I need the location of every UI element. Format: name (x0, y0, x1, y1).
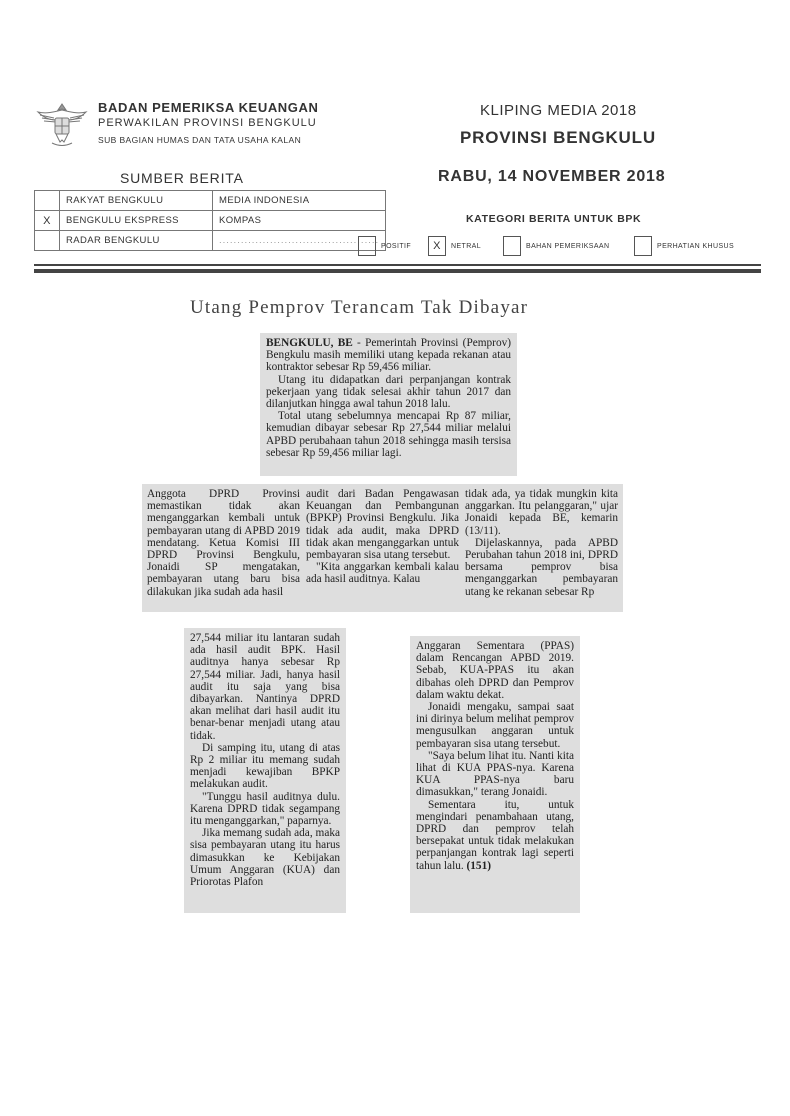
org-line-2: PERWAKILAN PROVINSI BENGKULU (98, 117, 317, 129)
article-column-continued-right (410, 636, 580, 913)
paragraph: Utang itu didapatkan dari perpanjangan kontrak pekerjaan yang tidak selesai akhir tahun 2017 dan dilanjutkan hingga awal tahun 2018 lalu. (266, 373, 511, 411)
sources-table (34, 190, 386, 251)
org-line-3: SUB BAGIAN HUMAS DAN TATA USAHA KALAN (98, 135, 302, 145)
paragraph: audit dari Badan Pengawasan Keuangan dan Pembangunan (BPKP) Provinsi Bengkulu. Jika tidak ada audit, maka DPRD tidak akan menganggarkan untuk pembayaran sisa utang tersebut. (306, 488, 459, 562)
sources-title: SUMBER BERITA (120, 170, 244, 186)
paragraph: Anggaran Sementara (PPAS) dalam Rencangan APBD 2019. Sebab, KUA-PPAS itu akan dibahas oleh DPRD dan Pemprov dalam waktu dekat. (416, 640, 574, 701)
source-row (35, 191, 386, 211)
source-row (35, 211, 386, 231)
paragraph: Jonaidi mengaku, sampai saat ini dirinya belum melihat pemprov mengusulkan anggaran untuk pembayaran sisa utang tersebut. (416, 701, 574, 750)
paragraph: Anggota DPRD Provinsi memastikan tidak akan menganggarkan kembali untuk pembayaran utang di APBD 2019 mendatang. Ketua Komisi III DPRD Provinsi Bengkulu, Jonaidi SP mengatakan, pembayaran utang baru bisa dilakukan jika sudah ada hasil (147, 488, 300, 598)
paragraph: Jika memang sudah ada, maka sisa pembayaran utang itu harus dimasukkan ke Kebijakan Umum Anggaran (KUA) dan Priorotas Plafon (190, 827, 340, 889)
article-column-continued-left (184, 628, 346, 913)
category-label: BAHAN PEMERIKSAAN (526, 242, 610, 250)
paragraph-text: Sementara itu, untuk mengindari penambahaan utang, DPRD dan pemprov telah bersepakat untuk tidak melakukan perpanjangan kontrak lagi seperti tahun lalu. (416, 798, 574, 872)
paragraph: Di samping itu, utang di atas Rp 2 miliar itu memang sudah menjadi kewajiban BPKP melakukan audit. (190, 741, 340, 791)
category-netral (428, 235, 481, 257)
source-name: RADAR BENGKULU (60, 231, 213, 251)
category-bahan-pemeriksaan (503, 235, 609, 257)
article-column (306, 488, 459, 608)
paragraph (416, 799, 574, 872)
article-column (465, 488, 618, 608)
category-title: KATEGORI BERITA UNTUK BPK (466, 213, 642, 225)
province-title: PROVINSI BENGKULU (460, 128, 656, 147)
org-line-1: BADAN PEMERIKSA KEUANGAN (98, 100, 319, 115)
source-mark: X (35, 211, 60, 231)
paragraph-text: - Pemerintah Provinsi (Pemprov) Bengkulu masih memiliki utang kepada rekanan atau kontraktor sebesar Rp 59,456 miliar. (266, 337, 511, 374)
paragraph: 27,544 miliar itu lantaran sudah ada hasil audit BPK. Hasil auditnya hanya sebesar Rp 27,544 miliar. Jadi, hanya hasil audit itu saja yang bisa dibayarkan. Nantinya DPRD akan melihat dari hasil audit itu benar-benar menjadi utang atau tidak. (190, 632, 340, 742)
article-lead (260, 333, 517, 476)
paragraph: "Kita anggarkan kembali kalau ada hasil auditnya. Kalau (306, 561, 459, 586)
category-label: PERHATIAN KHUSUS (657, 242, 735, 250)
kliping-title: KLIPING MEDIA 2018 (480, 102, 637, 119)
category-checkbox (503, 236, 521, 256)
category-perhatian-khusus (634, 235, 734, 257)
article-columns-row (142, 484, 623, 612)
paragraph: Total utang sebelumnya mencapai Rp 87 miliar, kemudian dibayar sebesar Rp 27,544 miliar melalui APBD perubahaan tahun 2018 sehingga masih tersisa sebesar Rp 59,456 miliar lagi. (266, 410, 511, 459)
source-row (35, 231, 386, 251)
divider (34, 264, 761, 266)
paragraph: "Saya belum lihat itu. Nanti kita lihat di KUA PPAS-nya. Karena KUA PPAS-nya baru dimasukkan," terang Jonaidi. (416, 749, 574, 799)
source-blank-dots: ............................................ (213, 231, 386, 251)
article-headline: Utang Pemprov Terancam Tak Dibayar (190, 297, 529, 318)
paragraph: Dijelaskannya, pada APBD Perubahan tahun 2018 ini, DPRD bersama pemprov bisa menganggarkan pembayaran utang ke rekanan sebesar Rp (465, 536, 618, 598)
article-column (147, 488, 300, 608)
category-checkbox: X (428, 236, 446, 256)
source-name: KOMPAS (213, 211, 386, 231)
source-name: RAKYAT BENGKULU (60, 191, 213, 211)
paragraph (266, 337, 511, 374)
source-name: BENGKULU EKSPRESS (60, 211, 213, 231)
category-positif (358, 235, 411, 257)
category-label: NETRAL (451, 242, 482, 250)
source-mark (35, 231, 60, 251)
paragraph: tidak ada, ya tidak mungkin kita anggarkan. Itu pelanggaran," ujar Jonaidi kepada BE, kemarin (13/11). (465, 488, 618, 537)
source-name: MEDIA INDONESIA (213, 191, 386, 211)
author-code: (151) (463, 859, 491, 872)
category-checkbox (634, 236, 652, 256)
category-label: POSITIF (381, 242, 412, 250)
source-mark (35, 191, 60, 211)
dateline: BENGKULU, BE (266, 337, 353, 349)
garuda-emblem-icon (34, 96, 90, 152)
category-checkbox (358, 236, 376, 256)
paragraph: "Tunggu hasil auditnya dulu. Karena DPRD tidak segampang itu menganggarkan," paparnya. (190, 790, 340, 828)
date-title: RABU, 14 NOVEMBER 2018 (438, 168, 666, 185)
divider (34, 269, 761, 273)
